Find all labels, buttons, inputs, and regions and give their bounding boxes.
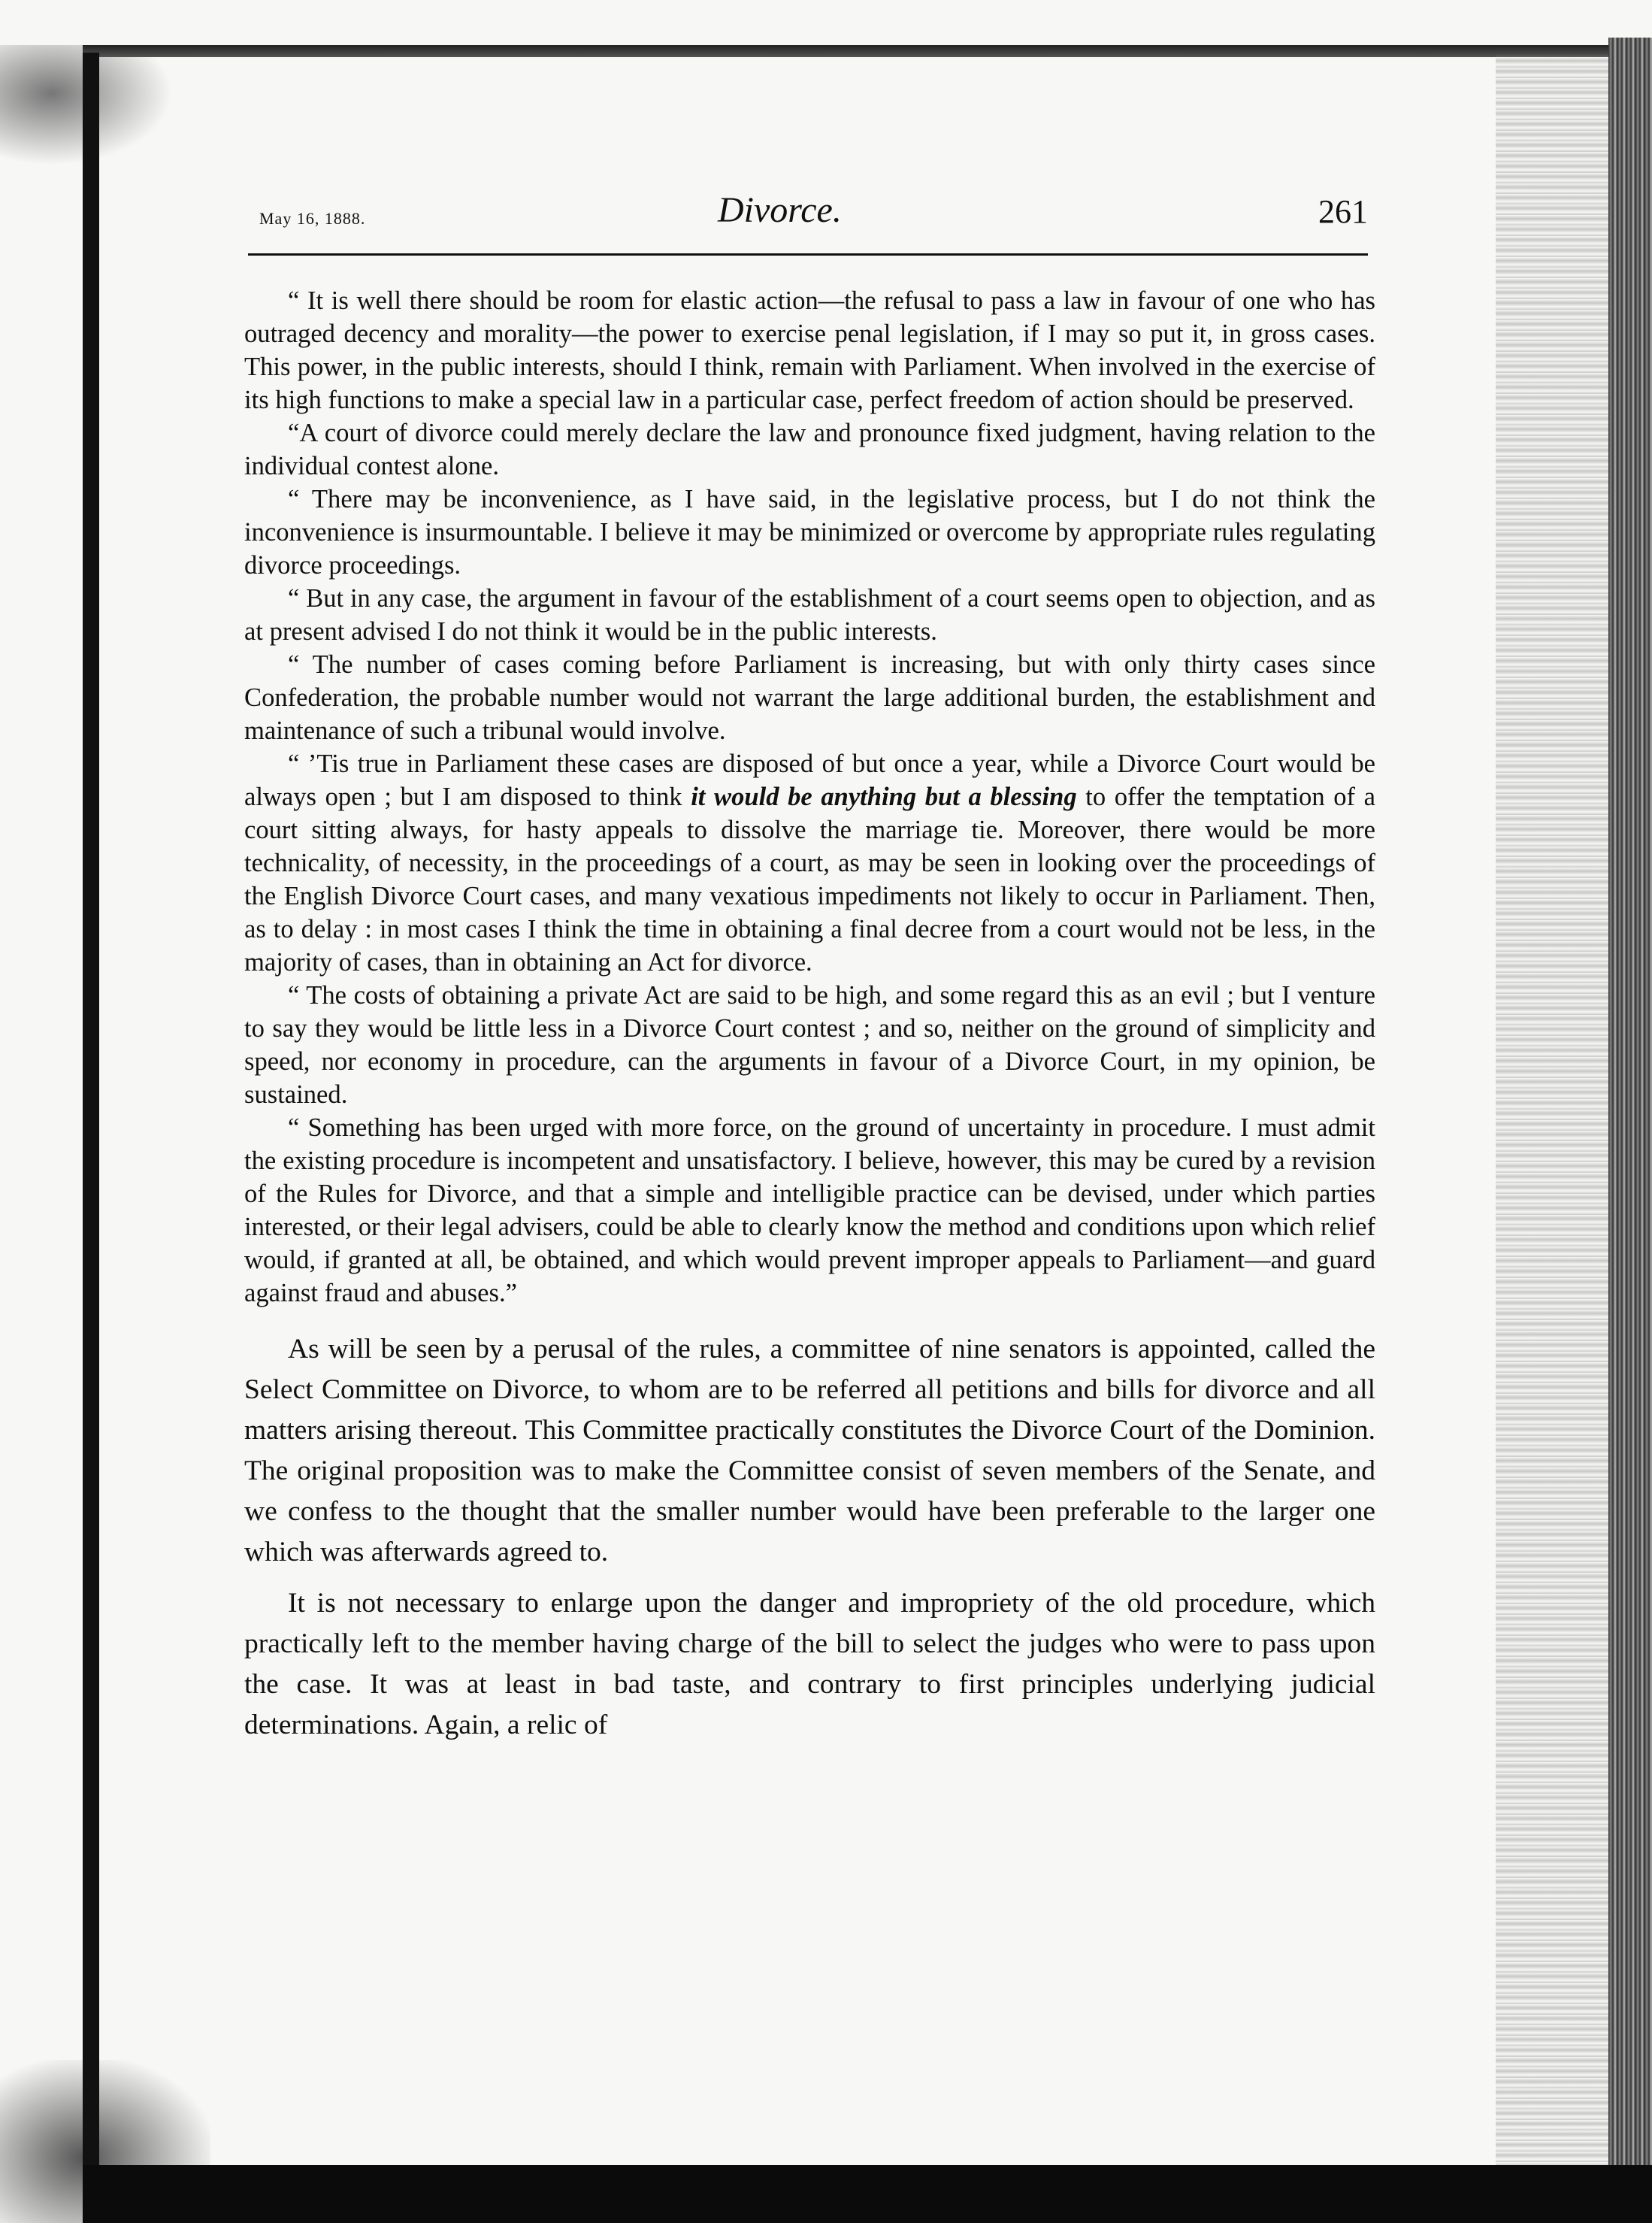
quoted-paragraph: “ It is well there should be room for elastic action—the refusal to pass a law in favour of one who has outraged decency and morality—the power to exercise penal legislation, if I may so put it, in gross cases. This power, in the public interests, should I think, remain with Parliament. When involved in the exercise of its high functions to make a special law in a particular case, perfect freedom of action should be preserved. [244,286,1375,414]
quoted-paragraph: “ Something has been urged with more force, on the ground of uncertainty in procedure. I must admit the existing procedure is incompetent and unsatisfactory. I believe, however, this may be cured by a revision of the Rules for Divorce, and that a simple and intelligible practice can be devised, under which parties interested, or their legal advisers, could be able to clearly know the method and conditions upon which relief would, if granted at all, be obtained, and which would prevent improper appeals to Parliament—and guard against fraud and abuses.” [244,1113,1375,1307]
header-rule [248,253,1368,256]
running-header [252,188,1368,241]
quoted-paragraph: “A court of divorce could merely declare the law and pronounce fixed judgment, having relation to the individual contest alone. [244,419,1375,480]
page-edge-right [1608,38,1652,2195]
italic-emphasis: it would be anything but a blessing [691,783,1077,811]
quoted-paragraph: “ The costs of obtaining a private Act are said to be high, and some regard this as an evil ; but I venture to say they would be little less in a Divorce Court contest ; and so, neither on the ground of simplicity and speed, nor economy in procedure, can the arguments in favour of a Divorce Court, in my opinion, be sustained. [244,981,1375,1109]
quoted-paragraph [244,747,1375,979]
header-date: May 16, 1888. [259,209,366,228]
header-title: Divorce. [718,190,842,230]
quoted-speech [244,284,1375,1310]
page-edge-right-texture [1496,53,1608,2173]
body-text [244,284,1375,1756]
quoted-text: to offer the temptation of a court sitting always, for hasty appeals to dissolve the marriage tie. Moreover, there would be more technicality, of necessity, in the proceedings of a court, as may be seen in looking over the proceedings of the English Divorce Court cases, and many vexatious impediments not likely to occur in Parliament. Then, as to delay : in most cases I think the time in obtaining a final decree from a court would not be less, in the majority of cases, than in obtaining an Act for divorce. [244,783,1375,977]
commentary-paragraph: As will be seen by a perusal of the rules, a committee of nine senators is appointed, called the Select Committee on Divorce, to whom are to be referred all petitions and bills for divorce and all matters arising thereout. This Committee practically constitutes the Divorce Court of the Dominion. The original proposition was to make the Committee consist of seven members of the Senate, and we confess to the thought that the smaller number would have been preferable to the larger one which was afterwards agreed to. [244,1334,1375,1567]
commentary-paragraph: It is not necessary to enlarge upon the danger and impropriety of the old procedure, which practically left to the member having charge of the bill to select the judges who were to pass upon the case. It was at least in bad taste, and contrary to first principles underlying judicial determinations. Again, a relic of [244,1588,1375,1740]
page-edge-bottom [83,2165,1652,2223]
quoted-text: “ ’Tis true in Parliament these cases are disposed of but once a year, while a Divorce Court would be always open ; but I am disposed to think [244,750,1375,811]
page-number: 261 [1318,193,1368,230]
commentary [244,1329,1375,1746]
page-edge-top [83,45,1608,57]
quoted-paragraph: “ The number of cases coming before Parliament is increasing, but with only thirty cases since Confederation, the probable number would not warrant the large additional burden, the establishment and maintenance of such a tribunal would involve. [244,650,1375,745]
page-edge-left [83,53,99,2218]
quoted-paragraph: “ There may be inconvenience, as I have said, in the legislative process, but I do not think the inconvenience is insurmountable. I believe it may be minimized or overcome by appropriate rules regulating divorce proceedings. [244,485,1375,580]
quoted-paragraph: “ But in any case, the argument in favour of the establishment of a court seems open to objection, and as at present advised I do not think it would be in the public interests. [244,584,1375,646]
